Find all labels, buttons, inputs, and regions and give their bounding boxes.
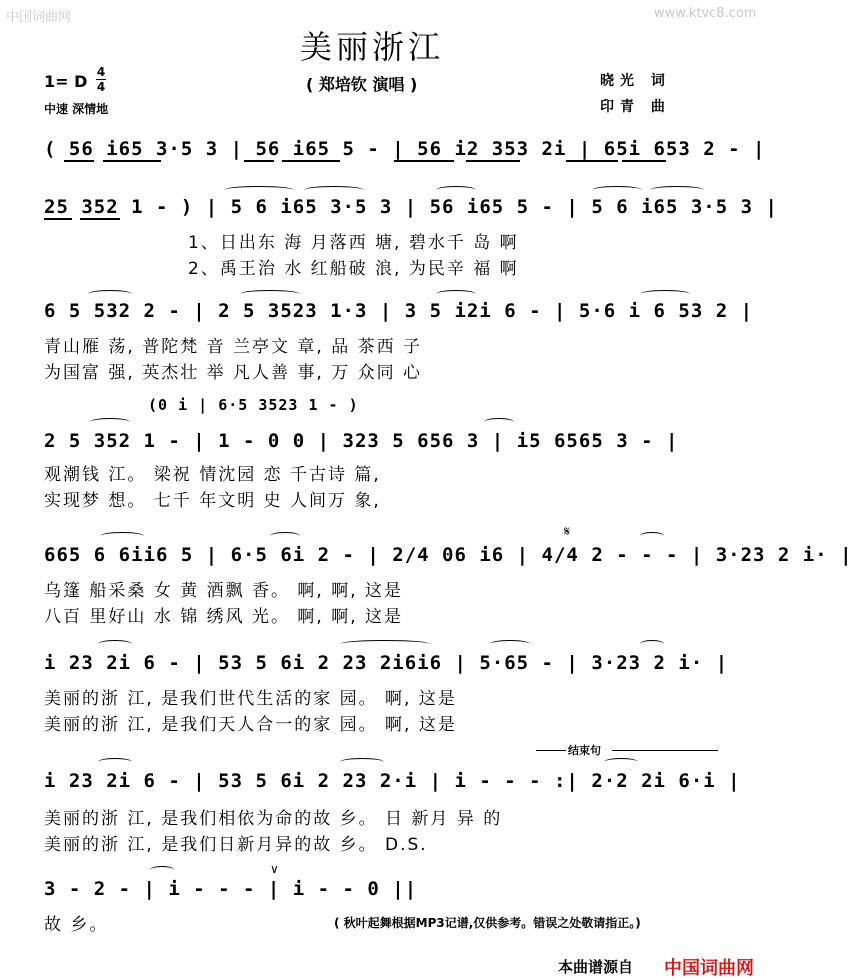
watermark-right: www.ktvc8.com: [654, 6, 757, 21]
lyric-row-5-verse-1: 乌篷 船采桑 女 黄 酒飘 香。 啊, 啊, 这是: [44, 581, 404, 601]
lyric-row-6-verse-2: 美丽的浙 江, 是我们天人合一的家 园。 啊, 这是: [44, 715, 457, 735]
lyric-row-4-verse-1: 观潮钱 江。 梁祝 情沈园 恋 千古诗 篇,: [44, 465, 381, 485]
lyric-row-7-verse-2: 美丽的浙 江, 是我们日新月异的故 乡。 D.S.: [44, 835, 428, 855]
lyric-row-2-verse-1: 1、日出东 海 月落西 塘, 碧水千 岛 啊: [188, 233, 519, 253]
footnote: ( 秋叶起舞根据MP3记谱,仅供参考。错误之处敬请指正。): [334, 916, 641, 930]
notation-row-2: 25 352 1 - ) | 5 6 i65 3·5 3 | 56 i65 5 - | 5 6 i65 3·5 3 |: [44, 196, 778, 218]
lyric-row-2-verse-2: 2、禹王治 水 红船破 浪, 为民辛 福 啊: [188, 259, 519, 279]
watermark-left: 中国词曲网: [6, 10, 72, 25]
source-site[interactable]: 中国词曲网: [664, 958, 754, 979]
notation-row-3: 6 5 532 2 - | 2 5 3523 1·3 | 3 5 i2i 6 - | 5·6 i 6 53 2 |: [44, 300, 754, 322]
key-signature: 1= D: [44, 72, 88, 91]
lyric-row-3-verse-2: 为国富 强, 英杰壮 举 凡人善 事, 万 众同 心: [44, 363, 423, 383]
lyric-row-4-verse-2: 实现梦 想。 七千 年文明 史 人间万 象,: [44, 491, 381, 511]
lyricist: 晓光 词: [600, 73, 671, 89]
lyric-row-5-verse-2: 八百 里好山 水 锦 绣风 光。 啊, 啊, 这是: [44, 607, 404, 627]
breath-mark-icon: ∨: [270, 862, 279, 876]
segno-icon: 𝄋: [564, 524, 571, 540]
composer: 印青 曲: [600, 99, 671, 115]
lyric-row-8: 故 乡。: [44, 915, 109, 935]
time-signature: 4 4: [96, 65, 106, 94]
ending-phrase-marker: 结束句: [568, 744, 601, 757]
source-label: 本曲谱源自: [558, 958, 634, 976]
notation-row-5: 665 6 6ii6 5 | 6·5 6i 2 - | 2/4 06 i6 | 4/4 2 - - - | 3·23 2 i· |: [44, 544, 853, 566]
notation-row-8: 3 - 2 - | i - - - | i - - 0 ||: [44, 878, 418, 900]
song-title: 美丽浙江: [300, 28, 445, 66]
lyric-row-7-verse-1: 美丽的浙 江, 是我们相依为命的故 乡。 日 新月 异 的: [44, 809, 503, 829]
notation-row-4-interlude: (0 i | 6·5 3523 1 - ): [148, 396, 359, 414]
lyric-row-6-verse-1: 美丽的浙 江, 是我们世代生活的家 园。 啊, 这是: [44, 689, 457, 709]
notation-row-4: 2 5 352 1 - | 1 - 0 0 | 323 5 656 3 | i5 6565 3 - |: [44, 430, 679, 452]
tempo-marking: 中速 深情地: [44, 102, 109, 116]
notation-row-6: i 23 2i 6 - | 53 5 6i 2 23 2i6i6 | 5·65 - | 3·23 2 i· |: [44, 652, 729, 674]
notation-row-1: ( 56 i65 3·5 3 | 56 i65 5 - | 56 i2 353 2i | 65i 653 2 - |: [44, 138, 766, 160]
lyric-row-3-verse-1: 青山雁 荡, 普陀梵 音 兰亭文 章, 品 茶西 子: [44, 337, 423, 357]
song-subtitle: ( 郑培钦 演唱 ): [306, 75, 418, 94]
notation-row-7: i 23 2i 6 - | 53 5 6i 2 23 2·i | i - - - :| 2·2 2i 6·i |: [44, 770, 741, 792]
